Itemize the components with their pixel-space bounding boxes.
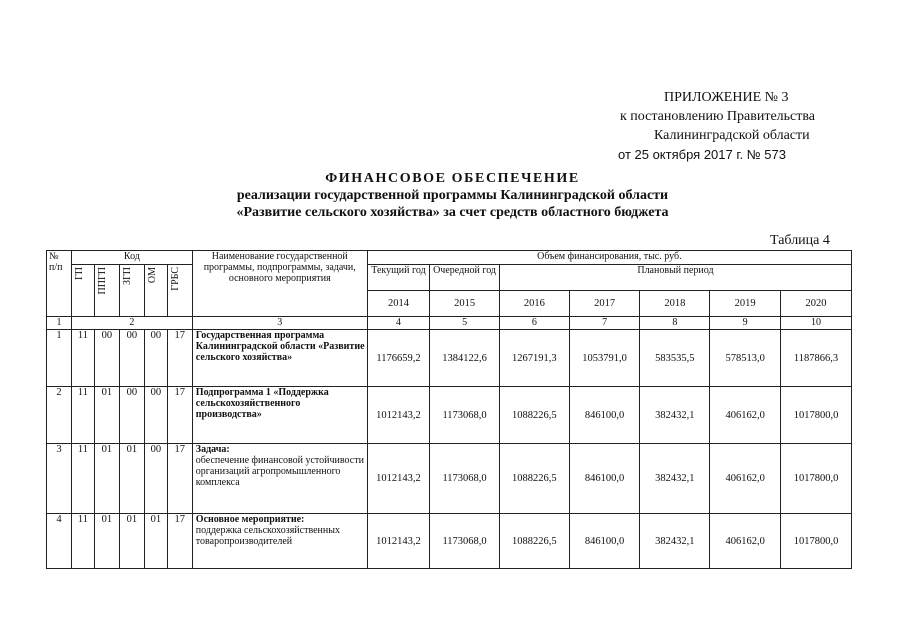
- header-year-2019: 2019: [710, 291, 781, 317]
- index-cell: 10: [781, 317, 852, 330]
- header-year-2017: 2017: [569, 291, 640, 317]
- row-value-2020: 1017800,0: [781, 514, 852, 569]
- header-year-2016: 2016: [499, 291, 569, 317]
- row-code-gp: 11: [71, 514, 94, 569]
- index-cell: 6: [499, 317, 569, 330]
- row-name: [192, 514, 367, 569]
- appendix-line-3: Калининградской области: [654, 128, 810, 143]
- row-code-ppgp: 00: [94, 330, 119, 387]
- row-code-om: 00: [144, 387, 167, 444]
- row-code-zgp: 00: [119, 330, 144, 387]
- row-value-2019: 406162,0: [710, 444, 781, 514]
- index-cell: 3: [192, 317, 367, 330]
- row-number: 2: [47, 387, 72, 444]
- header-code-zgp: ЗГП: [119, 265, 144, 317]
- row-name-bold: Государственная программа Калининградской области «Развитие сельского хозяйства»: [195, 330, 365, 363]
- index-cell: 8: [640, 317, 710, 330]
- header-num: № п/п: [47, 251, 72, 317]
- header-year-2018: 2018: [640, 291, 710, 317]
- row-number: 3: [47, 444, 72, 514]
- table-body: [47, 330, 852, 569]
- row-number: 1: [47, 330, 72, 387]
- header-year-2020: 2020: [781, 291, 852, 317]
- row-value-2018: 382432,1: [640, 387, 710, 444]
- row-name-bold: Задача:: [195, 444, 230, 455]
- row-value-2017: 846100,0: [569, 514, 640, 569]
- row-name-text: обеспечение финансовой устойчивости организаций агропромышленного комплекса: [195, 455, 364, 488]
- row-code-grbs: 17: [167, 444, 192, 514]
- row-name: [192, 387, 367, 444]
- row-value-2015: 1173068,0: [430, 387, 500, 444]
- row-value-2015: 1384122,6: [430, 330, 500, 387]
- table-row: [47, 387, 852, 444]
- row-code-om: 00: [144, 330, 167, 387]
- table-row: [47, 514, 852, 569]
- row-value-2016: 1088226,5: [499, 444, 569, 514]
- index-row: [47, 317, 852, 330]
- header-volume: Объем финансирования, тыс. руб.: [367, 251, 851, 265]
- header-code: Код: [71, 251, 192, 265]
- row-name-bold: Основное мероприятие:: [195, 514, 305, 525]
- table-row: [47, 444, 852, 514]
- row-code-om: 01: [144, 514, 167, 569]
- appendix-block: [612, 88, 872, 164]
- table-row: [47, 330, 852, 387]
- header-planned-period: Плановый период: [499, 265, 851, 291]
- row-code-gp: 11: [71, 330, 94, 387]
- row-value-2018: 382432,1: [640, 444, 710, 514]
- row-value-2019: 578513,0: [710, 330, 781, 387]
- row-code-zgp: 00: [119, 387, 144, 444]
- table-label: Таблица 4: [770, 233, 830, 248]
- row-value-2014: 1176659,2: [367, 330, 429, 387]
- header-code-ppgp: ППГП: [94, 265, 119, 317]
- row-value-2018: 382432,1: [640, 514, 710, 569]
- index-cell: 1: [47, 317, 72, 330]
- header-code-gp: ГП: [71, 265, 94, 317]
- row-value-2014: 1012143,2: [367, 444, 429, 514]
- row-value-2015: 1173068,0: [430, 444, 500, 514]
- appendix-line-1: ПРИЛОЖЕНИЕ № 3: [664, 90, 789, 105]
- row-code-zgp: 01: [119, 514, 144, 569]
- row-value-2017: 846100,0: [569, 444, 640, 514]
- document-title: ФИНАНСОВОЕ ОБЕСПЕЧЕНИЕ: [325, 171, 580, 186]
- row-number: 4: [47, 514, 72, 569]
- row-value-2019: 406162,0: [710, 387, 781, 444]
- header-year-2015: 2015: [430, 291, 500, 317]
- row-value-2018: 583535,5: [640, 330, 710, 387]
- row-value-2017: 846100,0: [569, 387, 640, 444]
- appendix-line-2: к постановлению Правительства: [620, 109, 816, 124]
- row-code-grbs: 17: [167, 514, 192, 569]
- row-code-gp: 11: [71, 387, 94, 444]
- row-code-ppgp: 01: [94, 514, 119, 569]
- index-cell: 2: [71, 317, 192, 330]
- index-cell: 5: [430, 317, 500, 330]
- header-next-year: Очередной год: [430, 265, 500, 291]
- row-value-2016: 1088226,5: [499, 514, 569, 569]
- header-code-grbs: ГРБС: [167, 265, 192, 317]
- row-value-2016: 1088226,5: [499, 387, 569, 444]
- row-value-2020: 1017800,0: [781, 387, 852, 444]
- row-value-2019: 406162,0: [710, 514, 781, 569]
- row-value-2016: 1267191,3: [499, 330, 569, 387]
- row-code-om: 00: [144, 444, 167, 514]
- index-cell: 4: [367, 317, 429, 330]
- header-code-om: ОМ: [144, 265, 167, 317]
- row-name-bold: Подпрограмма 1 «Поддержка сельскохозяйственного производства»: [195, 387, 329, 420]
- header-current-year: Текущий год: [367, 265, 429, 291]
- header-name: Наименование государственной программы, подпрограммы, задачи, основного мероприятия: [192, 251, 367, 317]
- row-code-gp: 11: [71, 444, 94, 514]
- header-year-2014: 2014: [367, 291, 429, 317]
- row-value-2015: 1173068,0: [430, 514, 500, 569]
- document-subtitle-1: реализации государственной программы Калининградской области: [236, 188, 669, 203]
- row-code-ppgp: 01: [94, 444, 119, 514]
- row-name: [192, 444, 367, 514]
- row-value-2014: 1012143,2: [367, 514, 429, 569]
- row-value-2014: 1012143,2: [367, 387, 429, 444]
- financing-table: [46, 250, 852, 569]
- row-code-zgp: 01: [119, 444, 144, 514]
- row-code-grbs: 17: [167, 387, 192, 444]
- document-subtitle-2: «Развитие сельского хозяйства» за счет средств областного бюджета: [236, 205, 669, 220]
- row-value-2020: 1187866,3: [781, 330, 852, 387]
- row-name: [192, 330, 367, 387]
- row-code-grbs: 17: [167, 330, 192, 387]
- row-code-ppgp: 01: [94, 387, 119, 444]
- row-value-2020: 1017800,0: [781, 444, 852, 514]
- index-cell: 9: [710, 317, 781, 330]
- row-value-2017: 1053791,0: [569, 330, 640, 387]
- row-name-text: поддержка сельскохозяйственных товаропроизводителей: [195, 525, 340, 547]
- appendix-line-4: от 25 октября 2017 г. № 573: [618, 147, 786, 162]
- index-cell: 7: [569, 317, 640, 330]
